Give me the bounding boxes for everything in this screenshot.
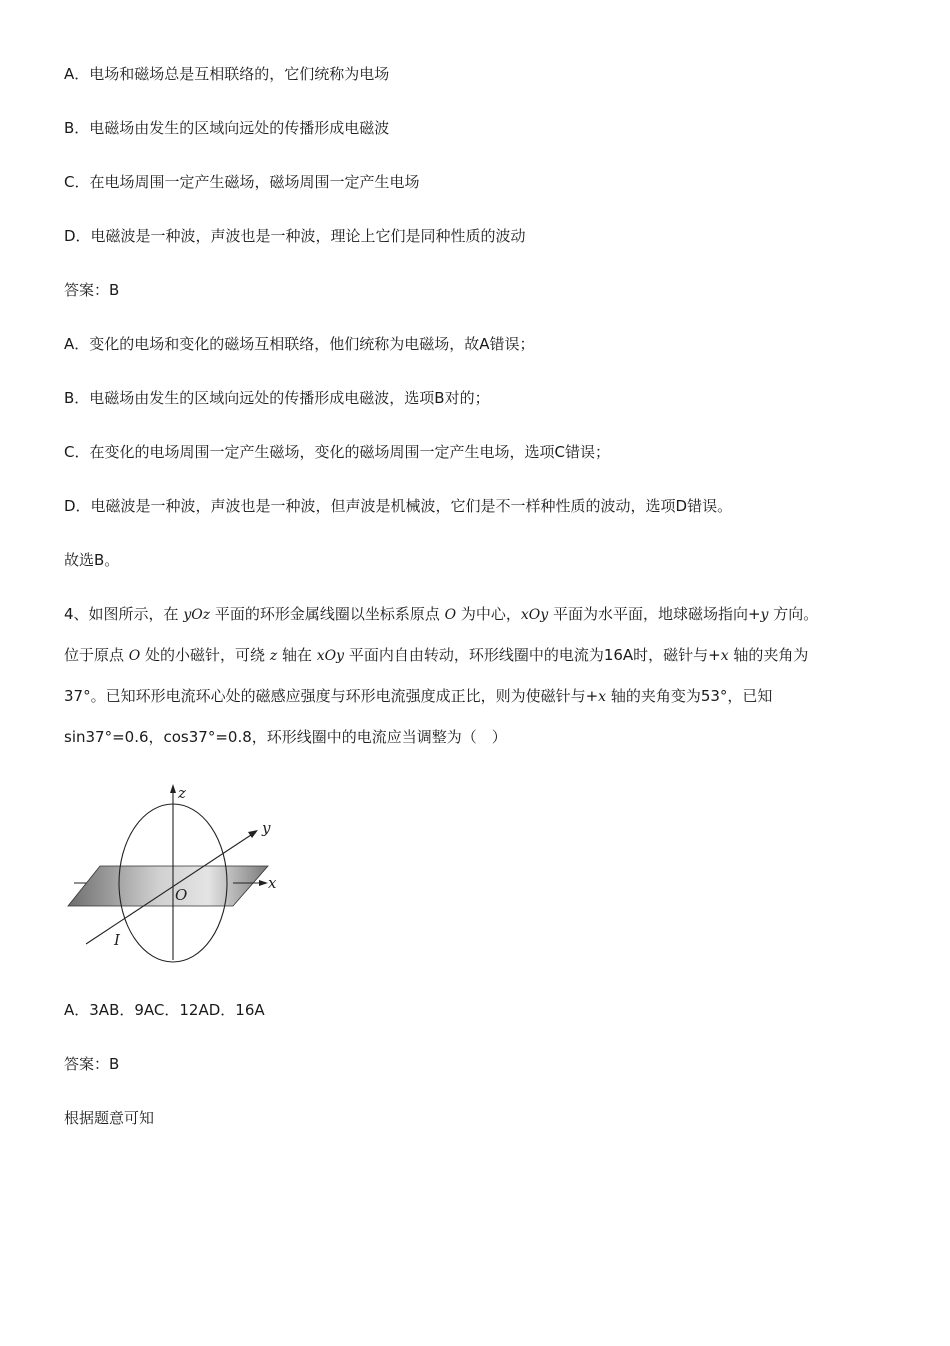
text: 轴在 bbox=[277, 646, 317, 664]
explanation-d: D．电磁波是一种波，声波也是一种波，但声波是机械波，它们是不一样种性质的波动，选项D错误。 bbox=[64, 497, 733, 515]
math-var: z bbox=[269, 648, 278, 664]
math-var: O bbox=[128, 648, 141, 664]
question-4-explanation: 根据题意可知 bbox=[64, 1109, 155, 1127]
y-label: y bbox=[262, 819, 271, 837]
question-4-line-4: sin37°=0.6，cos37°=0.8，环形线圈中的电流应当调整为（ ） bbox=[64, 728, 507, 746]
question-4-line-3 bbox=[64, 686, 772, 707]
current-label: I bbox=[114, 931, 120, 949]
x-label: x bbox=[268, 874, 277, 892]
option-b: B．电磁场由发生的区域向远处的传播形成电磁波 bbox=[64, 119, 390, 137]
math-var: yOz bbox=[183, 607, 211, 623]
explanation-b: B．电磁场由发生的区域向远处的传播形成电磁波，选项B对的； bbox=[64, 389, 490, 407]
y-arrowhead bbox=[248, 830, 258, 838]
question-4-line-1 bbox=[64, 604, 818, 625]
text: 位于原点 bbox=[64, 646, 129, 664]
math-var: x bbox=[720, 648, 729, 664]
origin-label: O bbox=[175, 886, 188, 904]
text: 平面内自由转动，环形线圈中的电流为16A时，磁针与+ bbox=[344, 646, 721, 664]
math-var: xOy bbox=[520, 607, 549, 623]
z-arrowhead bbox=[170, 784, 176, 793]
answer-line: 答案：B bbox=[64, 281, 120, 299]
text: 4、如图所示，在 bbox=[64, 605, 184, 623]
text: 处的小磁针，可绕 bbox=[140, 646, 270, 664]
option-d: D．电磁波是一种波，声波也是一种波，理论上它们是同种性质的波动 bbox=[64, 227, 526, 245]
math-var: x bbox=[598, 689, 607, 705]
option-c: C．在电场周围一定产生磁场，磁场周围一定产生电场 bbox=[64, 173, 420, 191]
question-4-line-2 bbox=[64, 645, 808, 666]
question-4-options: A．3AB．9AC．12AD．16A bbox=[64, 1001, 265, 1019]
text: 轴的夹角为 bbox=[728, 646, 809, 664]
explanation-c: C．在变化的电场周围一定产生磁场，变化的磁场周围一定产生电场，选项C错误； bbox=[64, 443, 610, 461]
math-var: O bbox=[444, 607, 457, 623]
text: 平面的环形金属线圈以坐标系原点 bbox=[210, 605, 445, 623]
option-a: A．电场和磁场总是互相联络的，它们统称为电场 bbox=[64, 65, 390, 83]
explanation-a: A．变化的电场和变化的磁场互相联络，他们统称为电磁场，故A错误； bbox=[64, 335, 535, 353]
conclusion-line: 故选B。 bbox=[64, 551, 120, 569]
math-var: y bbox=[760, 607, 769, 623]
x-arrowhead bbox=[259, 880, 268, 886]
question-4-answer: 答案：B bbox=[64, 1055, 120, 1073]
text: 37°。已知环形电流环心处的磁感应强度与环形电流强度成正比，则为使磁针与+ bbox=[64, 687, 599, 705]
math-var: xOy bbox=[316, 648, 345, 664]
text: 平面为水平面，地球磁场指向+ bbox=[548, 605, 761, 623]
z-label: z bbox=[178, 784, 186, 802]
text: 为中心， bbox=[456, 605, 521, 623]
coil-axes-figure bbox=[62, 780, 292, 965]
xoy-plane bbox=[68, 866, 268, 906]
text: 方向。 bbox=[768, 605, 819, 623]
text: 轴的夹角变为53°，已知 bbox=[606, 687, 773, 705]
